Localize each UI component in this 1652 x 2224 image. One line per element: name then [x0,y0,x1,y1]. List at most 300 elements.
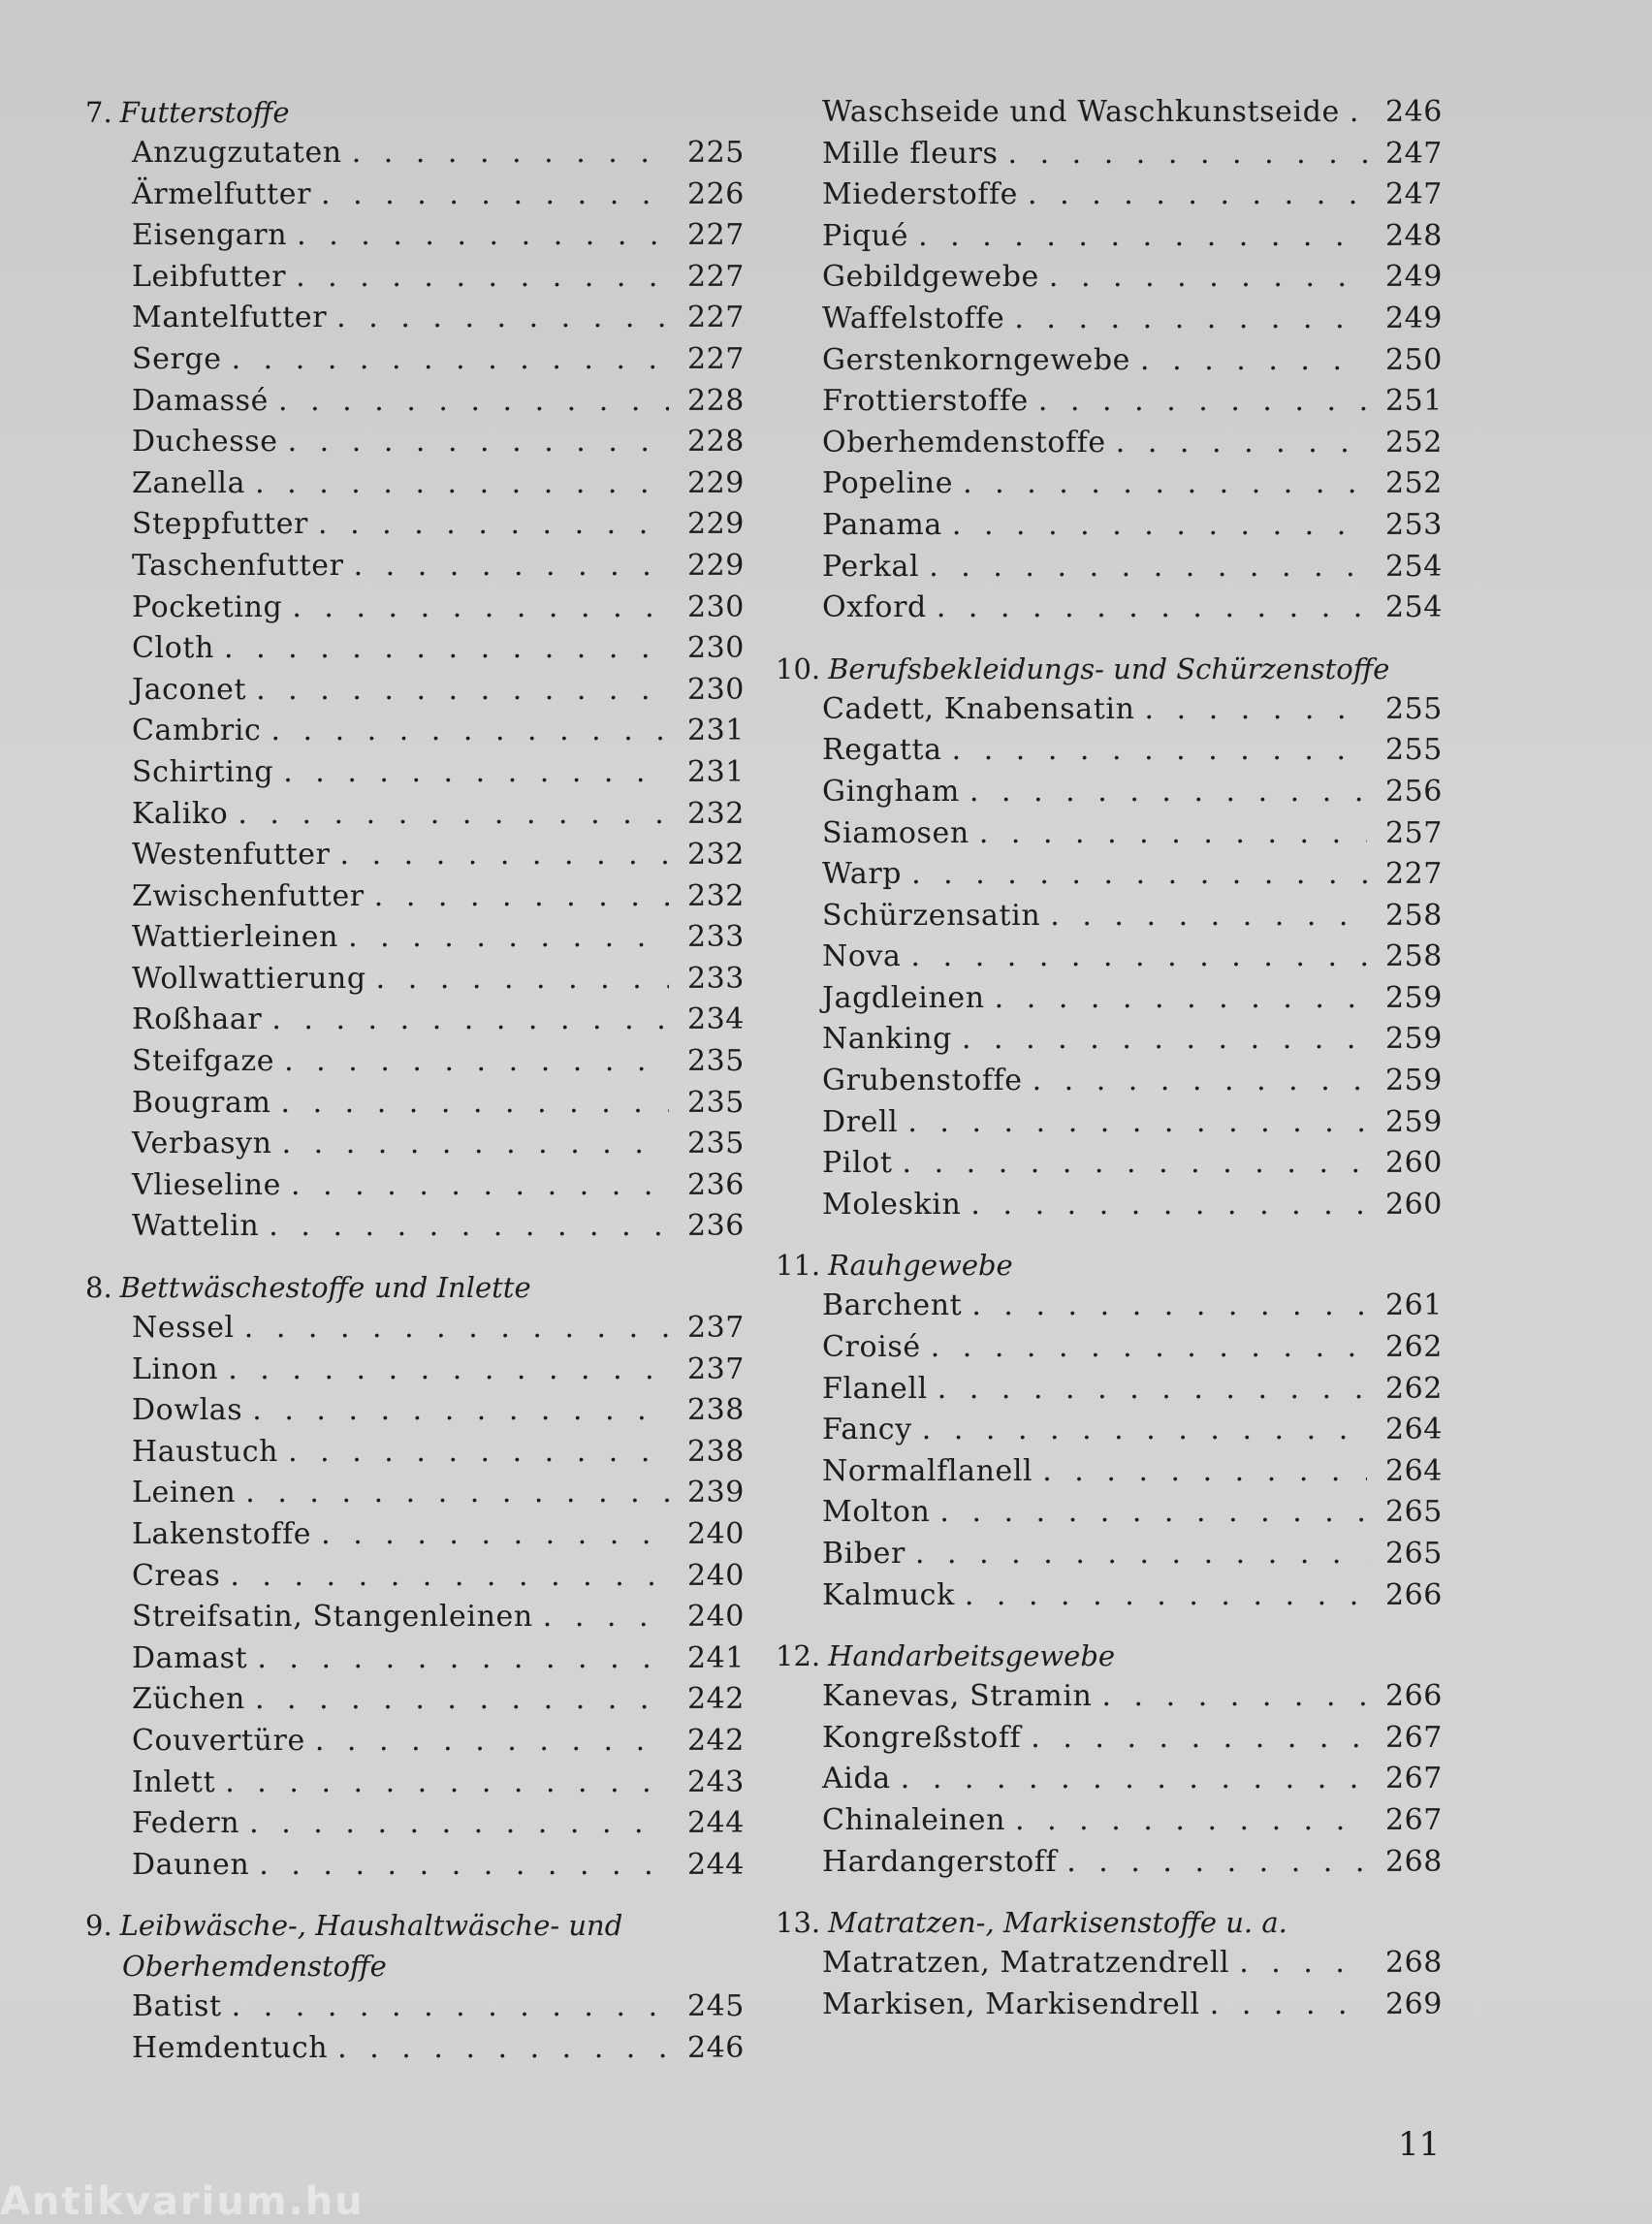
section-number: 13. [776,1906,821,1940]
toc-entry [776,463,1443,505]
toc-entry [776,1800,1443,1842]
section-heading [776,649,1443,689]
entry-page-number: 252 [1384,425,1443,460]
entry-page-number: 259 [1384,1064,1443,1098]
entry-name: Wattierleinen [132,920,339,955]
toc-entry [776,1019,1443,1061]
dot-leader [352,133,669,175]
toc-entry [776,257,1443,299]
dot-leader [952,505,1367,547]
dot-leader [1145,689,1367,731]
section-title: Handarbeitsgewebe [828,1639,1116,1673]
entry-name: Zanella [132,465,246,500]
entry-page-number: 252 [1384,466,1443,501]
toc-entry [85,1679,745,1721]
entry-name: Frottierstoffe [822,384,1029,419]
entry-name: Normalflanell [822,1453,1033,1488]
toc-entry [776,1451,1443,1493]
toc-entry [85,628,745,670]
dot-leader [1042,1451,1367,1493]
dot-leader [321,1514,669,1556]
toc-entry [85,215,745,257]
entry-page-number: 262 [1384,1330,1443,1365]
section-title-continued: Oberhemdenstoffe [122,1950,387,1984]
entry-page-number: 267 [1384,1762,1443,1796]
dot-leader [337,2028,669,2070]
toc-entry [85,1000,745,1041]
entry-page-number: 232 [686,838,745,873]
dot-leader [1028,175,1367,216]
entry-page-number: 240 [686,1517,745,1551]
entry-name: Panama [822,507,942,542]
dot-leader [969,772,1367,813]
entry-name: Drell [822,1104,899,1139]
entry-name: Warp [822,857,903,892]
dot-leader [1140,340,1367,382]
entry-page-number: 229 [686,548,745,583]
toc-entry [85,670,745,712]
entry-page-number: 227 [686,341,745,376]
toc-entry-list [85,1308,745,1886]
section-number: 11. [776,1249,821,1283]
entry-page-number: 264 [1384,1413,1443,1447]
toc-entry [776,92,1443,134]
entry-page-number: 255 [1384,733,1443,768]
entry-page-number: 231 [686,714,745,748]
toc-entry [85,1124,745,1165]
entry-name: Barchent [822,1288,963,1323]
entry-name: Steifgaze [132,1044,275,1079]
dot-leader [288,1432,669,1474]
entry-page-number: 233 [686,920,745,955]
dot-leader [971,1286,1367,1327]
entry-name: Cloth [132,631,214,666]
toc-entry [85,835,745,876]
dot-leader [376,959,669,1001]
toc-entry [776,1369,1443,1411]
section-title: Berufsbekleidungs- und Schürzenstoffe [828,651,1390,685]
entry-name: Molton [822,1495,931,1530]
toc-entry [85,1721,745,1763]
entry-page-number: 230 [686,672,745,707]
toc-entry [85,1638,745,1680]
entry-name: Gebildgewebe [822,260,1039,295]
toc-right-column [776,92,1443,2045]
toc-entry [85,1165,745,1207]
section-heading [776,1902,1443,1943]
toc-entry [776,1061,1443,1102]
toc-entry [776,730,1443,772]
entry-name: Duchesse [132,425,278,460]
toc-entry [85,381,745,423]
entry-page-number: 254 [1384,549,1443,584]
toc-entry [776,1718,1443,1760]
dot-leader [1210,1985,1367,2026]
entry-name: Ärmelfutter [132,176,312,211]
toc-entry [776,1943,1443,1985]
entry-page-number: 241 [686,1640,745,1675]
toc-entry-list [776,1676,1443,1883]
dot-leader [245,1473,669,1514]
dot-leader [278,381,669,423]
toc-entry [776,588,1443,629]
entry-page-number: 257 [1384,815,1443,850]
toc-entry-list [776,689,1443,1226]
entry-page-number: 231 [686,754,745,789]
toc-entry [85,504,745,546]
dot-leader [284,1041,669,1083]
dot-leader [965,1575,1367,1617]
entry-page-number: 266 [1384,1577,1443,1612]
entry-page-number: 269 [1384,1986,1443,2021]
entry-page-number: 256 [1384,774,1443,809]
dot-leader [1350,92,1367,134]
entry-page-number: 247 [1384,177,1443,212]
entry-page-number: 261 [1384,1288,1443,1323]
toc-entry [776,134,1443,175]
toc-entry [85,1041,745,1083]
entry-name: Moleskin [822,1187,962,1222]
entry-name: Mille fleurs [822,136,999,171]
dot-leader [315,1721,669,1763]
entry-name: Hemdentuch [132,2030,329,2065]
entry-name: Flanell [822,1371,928,1406]
dot-leader [296,257,669,299]
dot-leader [1239,1943,1367,1985]
dot-leader [238,794,669,836]
entry-page-number: 242 [686,1682,745,1717]
entry-page-number: 226 [686,176,745,211]
entry-name: Jaconet [132,672,247,707]
entry-page-number: 260 [1384,1187,1443,1222]
entry-page-number: 265 [1384,1495,1443,1530]
toc-entry-list [776,1286,1443,1616]
entry-name: Aida [822,1762,891,1796]
entry-name: Damassé [132,383,270,418]
toc-entry [776,1185,1443,1226]
entry-name: Federn [132,1806,240,1841]
dot-leader [257,1638,669,1680]
dot-leader [228,1350,669,1391]
toc-entry [85,298,745,339]
entry-page-number: 229 [686,507,745,542]
toc-entry [85,546,745,588]
toc-entry-list [776,92,1443,629]
entry-page-number: 262 [1384,1371,1443,1406]
entry-name: Anzugzutaten [132,136,342,170]
dot-leader [1066,1842,1367,1884]
dot-leader [348,917,669,959]
entry-page-number: 258 [1384,898,1443,933]
entry-page-number: 245 [686,1989,745,2024]
entry-name: Croisé [822,1330,921,1365]
entry-name: Kanevas, Stramin [822,1679,1093,1714]
entry-name: Lakenstoffe [132,1517,312,1551]
entry-name: Cambric [132,714,262,748]
entry-page-number: 230 [686,589,745,624]
dot-leader [915,1534,1367,1575]
toc-entry [776,1575,1443,1617]
entry-name: Linon [132,1351,219,1386]
toc-entry [85,1083,745,1125]
dot-leader [249,1803,669,1845]
dot-leader [963,463,1367,505]
entry-name: Matratzen, Matratzendrell [822,1946,1230,1981]
dot-leader [232,339,669,381]
toc-entry [85,2028,745,2070]
toc-entry [85,1763,745,1804]
toc-entry [776,1143,1443,1185]
entry-page-number: 229 [686,465,745,500]
dot-leader [939,1492,1367,1534]
entry-name: Daunen [132,1847,250,1882]
dot-leader [283,752,669,794]
dot-leader [543,1597,669,1638]
toc-entry [85,339,745,381]
dot-leader [271,1000,669,1041]
entry-page-number: 268 [1384,1844,1443,1879]
toc-entry [776,896,1443,937]
page-number: 11 [1398,2125,1441,2164]
entry-page-number: 249 [1384,260,1443,295]
entry-page-number: 246 [686,2030,745,2065]
section-number: 12. [776,1639,821,1673]
entry-name: Fancy [822,1413,912,1447]
dot-leader [374,876,669,918]
entry-name: Steppfutter [132,507,309,542]
entry-page-number: 258 [1384,939,1443,974]
entry-name: Kalmuck [822,1577,955,1612]
entry-name: Gerstenkorngewebe [822,342,1131,377]
entry-page-number: 235 [686,1085,745,1120]
dot-leader [970,1185,1367,1226]
section-number: 10. [776,651,821,685]
entry-page-number: 255 [1384,691,1443,726]
dot-leader [929,547,1367,588]
dot-leader [979,813,1367,855]
toc-entry [776,505,1443,547]
dot-leader [937,588,1367,629]
toc-entry [776,1759,1443,1800]
entry-page-number: 234 [686,1002,745,1037]
entry-page-number: 232 [686,878,745,913]
toc-entry [85,1432,745,1474]
toc-entry [776,689,1443,731]
dot-leader [952,730,1367,772]
entry-page-number: 227 [686,301,745,335]
dot-leader [255,463,669,505]
entry-page-number: 236 [686,1167,745,1202]
entry-name: Regatta [822,733,942,768]
dot-leader [291,1165,669,1207]
toc-entry [776,937,1443,978]
dot-leader [281,1083,669,1125]
entry-name: Creas [132,1558,221,1593]
entry-name: Roßhaar [132,1002,263,1037]
toc-entry [776,1842,1443,1884]
toc-entry [776,1492,1443,1534]
section-heading [776,1245,1443,1286]
toc-entry [85,1390,745,1432]
entry-page-number: 237 [686,1311,745,1346]
section-heading [776,1636,1443,1676]
entry-name: Batist [132,1989,222,2024]
dot-leader [340,835,670,876]
entry-name: Zwischenfutter [132,878,365,913]
entry-page-number: 230 [686,631,745,666]
entry-page-number: 244 [686,1806,745,1841]
entry-name: Züchen [132,1682,245,1717]
toc-entry [776,175,1443,216]
toc-entry [776,547,1443,588]
toc-entry [85,463,745,505]
section-number: 9. [85,1909,112,1943]
entry-page-number: 264 [1384,1453,1443,1488]
section-number: 8. [85,1271,112,1305]
entry-page-number: 228 [686,383,745,418]
entry-page-number: 251 [1384,384,1443,419]
entry-page-number: 267 [1384,1802,1443,1837]
toc-entry [85,588,745,629]
toc-entry [776,1102,1443,1144]
entry-page-number: 228 [686,425,745,460]
dot-leader [901,1759,1367,1800]
entry-name: Serge [132,341,222,376]
entry-name: Taschenfutter [132,548,344,583]
entry-name: Pilot [822,1146,893,1181]
dot-leader [931,1327,1367,1369]
entry-name: Nanking [822,1022,952,1057]
toc-left-column [85,92,745,2089]
entry-name: Waffelstoffe [822,301,1005,335]
toc-entry [776,1534,1443,1575]
toc-entry [85,876,745,918]
dot-leader [321,175,669,216]
entry-page-number: 250 [1384,342,1443,377]
entry-page-number: 225 [686,136,745,170]
entry-page-number: 238 [686,1434,745,1469]
toc-entry [776,1286,1443,1327]
entry-name: Grubenstoffe [822,1064,1023,1098]
dot-leader [1116,423,1367,464]
dot-leader [255,1679,669,1721]
toc-entry [85,1514,745,1556]
toc-entry [85,133,745,175]
entry-name: Markisen, Markisendrell [822,1986,1200,2021]
toc-entry [776,772,1443,813]
entry-name: Damast [132,1640,248,1675]
entry-page-number: 259 [1384,1104,1443,1139]
toc-entry [776,978,1443,1020]
entry-name: Popeline [822,466,954,501]
entry-name: Kaliko [132,796,229,831]
entry-name: Haustuch [132,1434,279,1469]
entry-name: Westenfutter [132,838,331,873]
section-title: Matratzen-, Markisenstoffe u. a. [828,1906,1287,1940]
entry-page-number: 236 [686,1209,745,1244]
entry-page-number: 244 [686,1847,745,1882]
entry-page-number: 242 [686,1723,745,1758]
toc-entry [776,340,1443,382]
toc-entry [776,216,1443,258]
dot-leader [354,546,669,588]
toc-entry [776,1676,1443,1718]
entry-name: Oberhemdenstoffe [822,425,1106,460]
toc-entry [776,299,1443,340]
dot-leader [1050,896,1367,937]
toc-entry [85,422,745,463]
dot-leader [911,937,1367,978]
dot-leader [225,1763,669,1804]
entry-page-number: 235 [686,1127,745,1161]
dot-leader [270,711,669,752]
entry-name: Kongreßstoff [822,1720,1022,1755]
entry-page-number: 267 [1384,1720,1443,1755]
entry-name: Dowlas [132,1393,243,1428]
entry-name: Biber [822,1537,905,1571]
dot-leader [911,854,1367,896]
entry-page-number: 237 [686,1351,745,1386]
toc-entry [776,1985,1443,2026]
entry-page-number: 248 [1384,218,1443,253]
dot-leader [252,1390,669,1432]
toc-entry-list [85,133,745,1248]
dot-leader [1008,134,1367,175]
dot-leader [297,215,669,257]
entry-page-number: 266 [1384,1679,1443,1714]
section-title: Bettwäschestoffe und Inlette [119,1271,531,1305]
dot-leader [903,1143,1368,1185]
entry-page-number: 265 [1384,1537,1443,1571]
entry-page-number: 235 [686,1044,745,1079]
section-heading [85,1267,745,1308]
toc-entry [776,813,1443,855]
entry-name: Vlieseline [132,1167,282,1202]
dot-leader [224,628,669,670]
entry-page-number: 246 [1384,95,1443,129]
entry-name: Piqué [822,218,909,253]
section-heading [85,1905,745,1986]
entry-page-number: 268 [1384,1946,1443,1981]
entry-name: Oxford [822,590,927,625]
dot-leader [230,1556,669,1598]
toc-entry-list [85,1986,745,2069]
toc-entry [85,959,745,1001]
entry-page-number: 233 [686,961,745,996]
dot-leader [1031,1718,1367,1760]
entry-name: Cadett, Knabensatin [822,691,1135,726]
toc-entry [85,1597,745,1638]
entry-name: Nova [822,939,902,974]
entry-page-number: 240 [686,1600,745,1635]
entry-name: Bougram [132,1085,271,1120]
toc-entry [85,1350,745,1391]
toc-entry [85,752,745,794]
entry-name: Chinaleinen [822,1802,1006,1837]
entry-name: Nessel [132,1311,235,1346]
entry-name: Perkal [822,549,920,584]
section-title: Futterstoffe [119,96,290,129]
dot-leader [922,1410,1367,1451]
dot-leader [907,1102,1367,1144]
entry-name: Jagdleinen [822,980,985,1015]
entry-name: Inlett [132,1764,216,1799]
toc-entry [776,423,1443,464]
entry-name: Gingham [822,774,960,809]
section-title: Rauhgewebe [828,1249,1013,1283]
entry-page-number: 239 [686,1476,745,1510]
toc-entry [85,711,745,752]
